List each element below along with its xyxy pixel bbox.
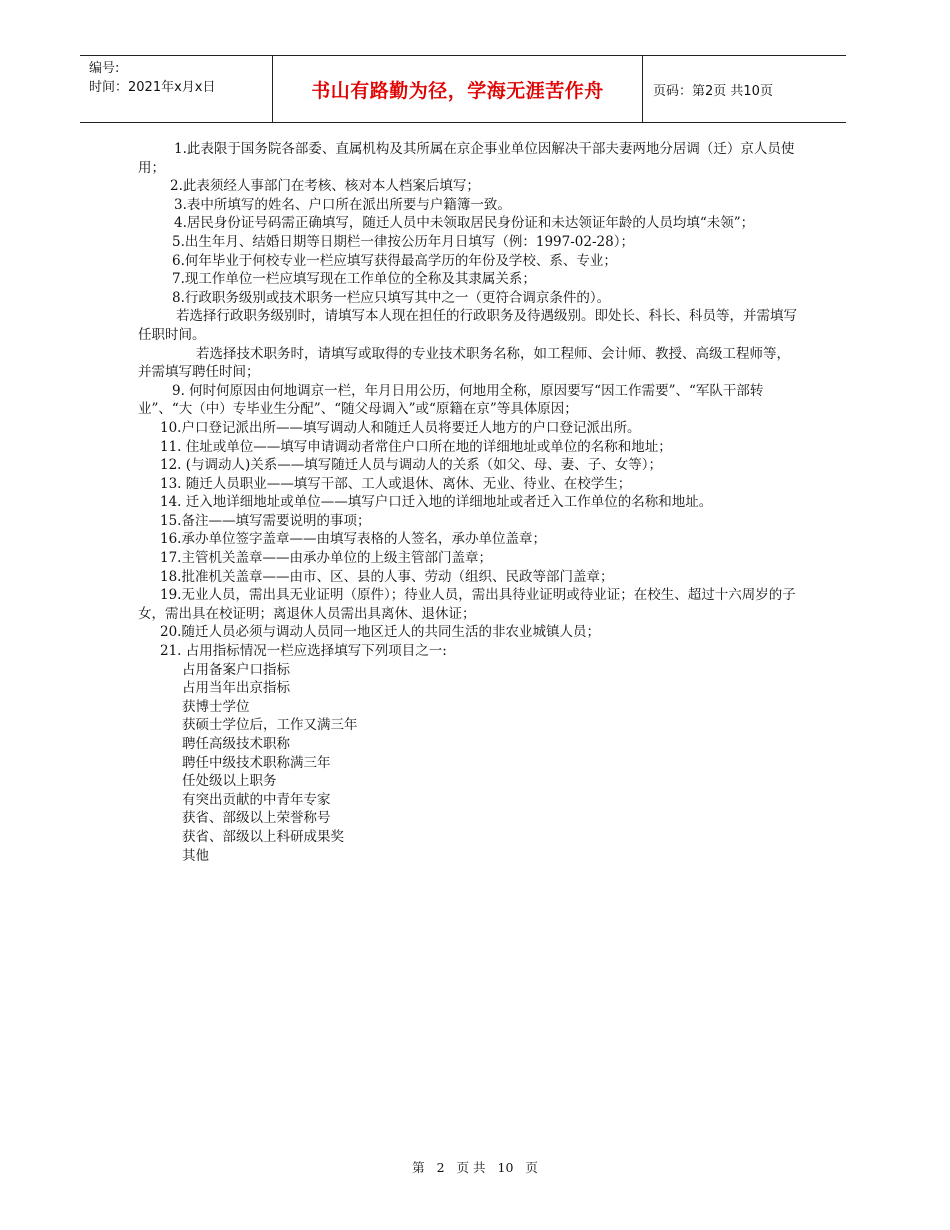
instruction-item-11: 11. 住址或单位——填写申请调动者常住户口所在地的详细地址或单位的名称和地址；: [160, 438, 672, 455]
instruction-item-3: 3.表中所填写的姓名、户口所在派出所要与户籍簿一致。: [174, 196, 511, 213]
instruction-item-18: 18.批准机关盖章——由市、区、县的人事、劳动（组织、民政等部门盖章；: [160, 568, 614, 585]
instruction-item-8-admin: 若选择行政职务级别时，请填写本人现在担任的行政职务及待遇级别。即处长、科长、科员等，并需填写任职时间。: [138, 308, 797, 343]
instruction-item-1: 1.此表限于国务院各部委、直属机构及其所属在京企事业单位因解决干部夫妻两地分居调（迁）京人员使用；: [138, 141, 795, 176]
instruction-item-7: 7.现工作单位一栏应填写现在工作单位的全称及其隶属关系；: [172, 271, 536, 288]
instruction-item-10: 10.户口登记派出所——填写调动人和随迁人员将要迁人地方的户口登记派出所。: [160, 419, 641, 436]
instruction-item-8: 8.行政职务级别或技术职务一栏应只填写其中之一（更符合调京条件的）。: [172, 289, 611, 306]
header-motto: 书山有路勤为径，学海无涯苦作舟: [273, 56, 643, 122]
quota-option: 获省、部级以上科研成果奖: [182, 828, 344, 845]
instruction-item-17: 17.主管机关盖章——由承办单位的上级主管部门盖章；: [160, 550, 492, 567]
instruction-item-13: 13. 随迁人员职业——填写干部、工人或退休、离休、无业、待业、在校学生；: [160, 475, 632, 492]
instruction-item-12: 12. (与调动人)关系——填写随迁人员与调动人的关系（如父、母、妻、子、女等）；: [160, 457, 663, 474]
footer-mid: 页 共: [456, 1160, 486, 1175]
instruction-item-20: 20.随迁人员必须与调动人员同一地区迁人的共同生活的非农业城镇人员；: [160, 624, 600, 641]
footer-page-current: 2: [436, 1160, 445, 1175]
quota-option: 占用当年出京指标: [182, 680, 290, 697]
footer-prefix: 第: [412, 1160, 425, 1175]
page-header: [80, 55, 846, 123]
quota-option: 获博士学位: [182, 698, 250, 715]
header-page-label: 页码：第2页 共10页: [653, 83, 773, 99]
instruction-item-8-tech: 若选择技术职务时，请填写或取得的专业技术职务名称，如工程师、会计师、教授、高级工程师等，并需填写聘任时间；: [138, 345, 790, 381]
instruction-item-14: 14. 迁入地详细地址或单位——填写户口迁入地的详细地址或者迁入工作单位的名称和地址。: [160, 494, 713, 511]
instruction-item-16: 16.承办单位签字盖章——由填写表格的人签名，承办单位盖章；: [160, 531, 546, 548]
instruction-item-15: 15.备注——填写需要说明的事项；: [160, 512, 371, 529]
quota-option: 聘任高级技术职称: [182, 736, 290, 752]
quota-option: 获省、部级以上荣誉称号: [182, 810, 331, 827]
number-label: 编号:: [89, 61, 120, 76]
instruction-item-6: 6.何年毕业于何校专业一栏应填写获得最高学历的年份及学校、系、专业；: [172, 252, 617, 269]
quota-option: 获硕士学位后，工作又满三年: [182, 717, 358, 734]
footer-suffix: 页: [525, 1160, 538, 1175]
quota-option: 有突出贡献的中青年专家: [182, 791, 331, 808]
instruction-item-19: 19.无业人员，需出具无业证明（原件）；待业人员，需出具待业证明或待业证；在校生、超过十六周岁的子女，需出具在校证明；离退休人员需出具离休、退休证；: [138, 587, 796, 622]
quota-option: 其他: [182, 847, 209, 864]
header-meta: [80, 56, 273, 122]
quota-option: 占用备案户口指标: [182, 661, 290, 678]
date-label: 时间：2021年x月x日: [89, 80, 216, 95]
footer-page-total: 10: [497, 1160, 514, 1175]
instruction-item-4: 4.居民身份证号码需正确填写，随迁人员中未领取居民身份证和未达领证年龄的人员均填“未领”；: [174, 215, 755, 232]
instruction-item-9: 9. 何时何原因由何地调京一栏，年月日用公历，何地用全称，原因要写“因工作需要”、“军队干部转业”、“大（中）专毕业生分配”、“随父母调入”或“原籍在京”等具体原因；: [138, 382, 764, 418]
instructions-body: [138, 140, 800, 865]
instruction-item-5: 5.出生年月、结婚日期等日期栏一律按公历年月日填写（例：1997-02-28）；: [172, 233, 634, 250]
page-footer: [0, 1158, 950, 1176]
instruction-item-2: 2.此表须经人事部门在考核、核对本人档案后填写；: [170, 178, 480, 195]
instruction-item-21: 21. 占用指标情况一栏应选择填写下列项目之一:: [160, 643, 447, 660]
quota-option: 任处级以上职务: [182, 773, 277, 790]
quota-option: 聘任中级技术职称满三年: [182, 754, 331, 771]
